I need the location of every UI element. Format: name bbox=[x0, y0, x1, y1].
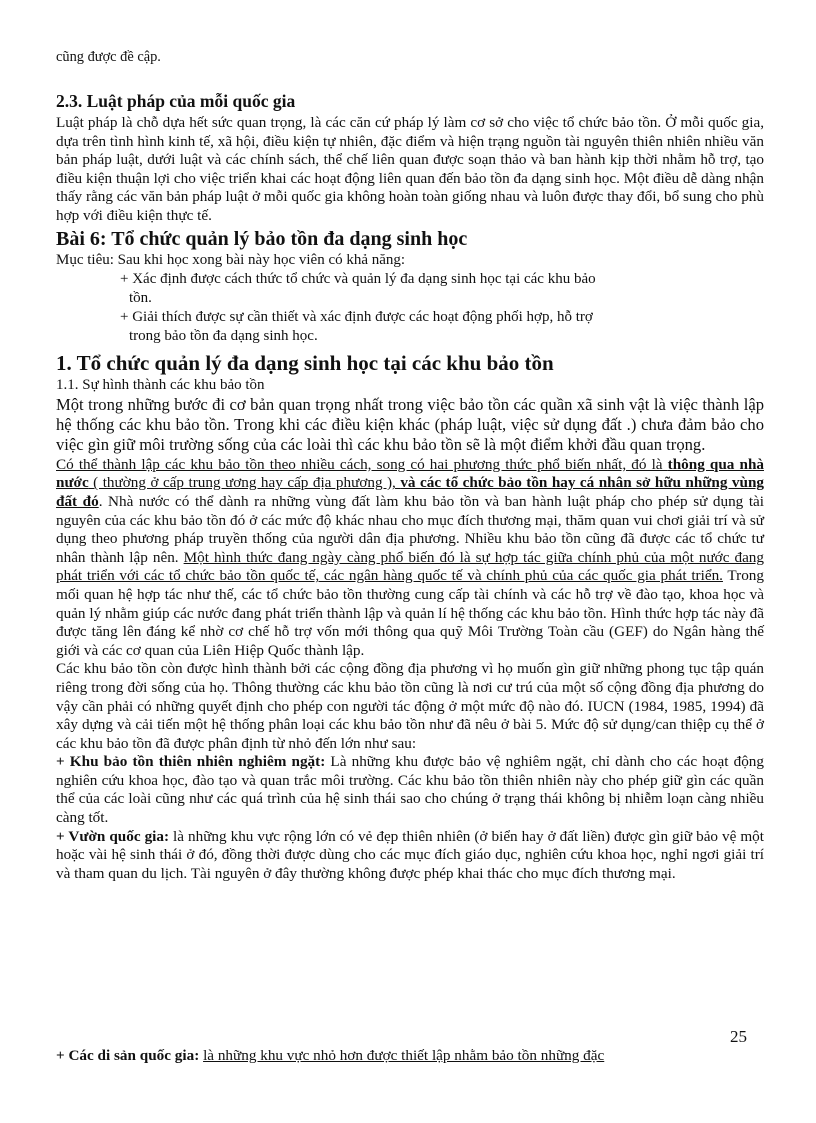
category-national-park bbox=[56, 828, 764, 884]
section-2-3-body: Luật pháp là chỗ dựa hết sức quan trọng, là các căn cứ pháp lý làm cơ sở cho việc tổ chức bảo tồn. Ở mỗi quốc gia, dựa trên tình hình kinh tế, xã hội, điều kiện tự nhiên, đặc điểm và hiện trạng nguồn tài nguyên thiên nhiên nhiều văn bản pháp luật, dưới luật và các chính sách, thể chế liên quan được soạn thảo và ban hành kịp thời nhằm hỗ trợ, tạo điều kiện thuận lợi cho việc triển khai các hoạt động liên quan đến bảo tồn đa dạng sinh học. Một điều dễ dàng nhận thấy rằng các văn bản pháp luật ở mỗi quốc gia không hoàn toàn giống nhau và luôn được thay đổi, bổ sung cho phù hợp với điều kiện thực tế. bbox=[56, 114, 764, 224]
p2-bold-2: và các tổ chức bảo tồn hay cá nhân sở hữu những vùng đất đó bbox=[56, 474, 764, 510]
section-1-title: 1. Tổ chức quản lý đa dạng sinh học tại các khu bảo tồn bbox=[56, 350, 554, 375]
category-national-heritage-text: là những khu vực nhỏ hơn được thiết lập nhằm bảo tồn những đặc bbox=[203, 1047, 605, 1064]
p2-text-1: . Nhà nước có thể dành ra những vùng đất làm khu bảo tồn và ban hành luật pháp cho phép sử dụng tài nguyên của các khu bảo tồn đó ở các mức độ khác nhau cho mục đích thương mại, thăm quan vui chơi giải trí và sử dụng theo phương pháp truyền thống của người dân địa phương. Nhiều khu bảo tồn cũng đã được các tổ chức tư nhân thành lập nên. bbox=[56, 492, 765, 566]
document-page bbox=[56, 48, 764, 883]
category-national-park-label: + Vườn quốc gia: bbox=[56, 827, 170, 845]
category-strict-reserve-text: Là những khu được bảo vệ nghiêm ngặt, chỉ dành cho các hoạt động nghiên cứu khoa học, đào tạo và quan trắc môi trường. Các khu bảo tồn thiên nhiên này cho phép giữ gìn các quần thể của các loài cũng như các quá trình của hệ sinh thái sao cho chúng ở trạng thái không bị nhiễm loạn càng nhiều càng tốt. bbox=[56, 753, 764, 827]
p2-bold-1: thông qua nhà nước bbox=[56, 455, 764, 492]
lesson-6-title: Bài 6: Tổ chức quản lý bảo tồn đa dạng sinh học bbox=[56, 227, 468, 250]
category-strict-reserve-label: + Khu bảo tồn thiên nhiên nghiêm ngặt: bbox=[56, 753, 326, 771]
category-strict-reserve bbox=[56, 753, 764, 827]
page-number: 25 bbox=[730, 1027, 747, 1046]
p2-underlined-1: Có thể thành lập các khu bảo tồn theo nhiều cách, song có hai phương thức phổ biến nhất, đó là bbox=[56, 455, 668, 473]
objective-item: + Giải thích được sự cần thiết và xác định được các hoạt động phối hợp, hỗ trợ trong bảo tồn đa dạng sinh học. bbox=[120, 308, 593, 344]
section-1-1-subtitle: 1.1. Sự hình thành các khu bảo tồn bbox=[56, 376, 265, 393]
objective-list bbox=[56, 270, 764, 346]
intro-tail: cũng được đề cập. bbox=[56, 49, 161, 65]
paragraph-2 bbox=[56, 456, 764, 661]
section-2-3-title: 2.3. Luật pháp của mỗi quốc gia bbox=[56, 91, 296, 111]
category-national-heritage bbox=[56, 1047, 764, 1066]
category-national-heritage-label: + Các di sản quốc gia: bbox=[56, 1047, 200, 1064]
objective-intro: Mục tiêu: Sau khi học xong bài này học viên có khả năng: bbox=[56, 251, 406, 268]
category-national-park-text: là những khu vực rộng lớn có vẻ đẹp thiên nhiên (ở biển hay ở đất liền) được gìn giữ bảo vệ một hoặc vài hệ sinh thái ở đó, đồng thời được dùng cho các mục đích giáo dục, nghiên cứu khoa học, nghỉ ngơi giải trí và tham quan du lịch. Tài nguyên ở đây thường không được phép khai thác cho mục đích thương mại. bbox=[56, 827, 764, 882]
paragraph-1: Một trong những bước đi cơ bản quan trọng nhất trong việc bảo tồn các quần xã sinh vật là việc thành lập hệ thống các khu bảo tồn. Trong khi các điều kiện khác (pháp luật, việc sử dụng đất .) chưa đảm bảo cho việc gìn giữ môi trường sống của các loài thì các khu bảo tồn sẽ là một điểm khởi đầu quan trọng. bbox=[56, 394, 764, 455]
objective-item: + Xác định được cách thức tổ chức và quản lý đa dạng sinh học tại các khu bảo tồn. bbox=[120, 270, 596, 306]
p2-text-2: Trong mối quan hệ hợp tác như thế, các tổ chức bảo tồn thường cung cấp tài chính và các hỗ trợ về đào tạo, khoa học và quản lý nhằm giúp các nước đang phát triển thành lập và quản lí hệ thống các khu bảo tồn. Hình thức hợp tác này đã được tăng lên đáng kể nhờ cơ chế hỗ trợ vốn mới thông qua quỹ Môi Trường Toàn cầu (GEF) do Ngân hàng thế giới và các cơ quan của Liên Hiệp Quốc thành lập. bbox=[56, 567, 764, 659]
p2-underlined-2: ( thường ở cấp trung ương hay cấp địa phương ), bbox=[88, 474, 401, 492]
paragraph-3: Các khu bảo tồn còn được hình thành bởi các cộng đồng địa phương vì họ muốn gìn giữ những phong tục tập quán riêng trong đời sống của họ. Thông thường các khu bảo tồn cũng là nơi cư trú của một số cộng đồng địa phương do vậy cần phải có những quyết định cho phép con người tác động ở một mức độ nào đó. IUCN (1984, 1985, 1994) đã xây dựng và cải tiến một hệ thống phân loại các khu bảo tồn như đã nêu ở bài 5. Mức độ sử dụng/can thiệp cụ thể ở các khu bảo tồn đã được phân định từ nhỏ đến lớn như sau: bbox=[56, 660, 764, 752]
p2-underlined-3: Một hình thức đang ngày càng phổ biến đó là sự hợp tác giữa chính phủ của một nước đang phát triển với các tổ chức bảo tồn quốc tế, các ngân hàng quốc tế và chính phủ của các quốc gia phát triển. bbox=[56, 548, 764, 585]
